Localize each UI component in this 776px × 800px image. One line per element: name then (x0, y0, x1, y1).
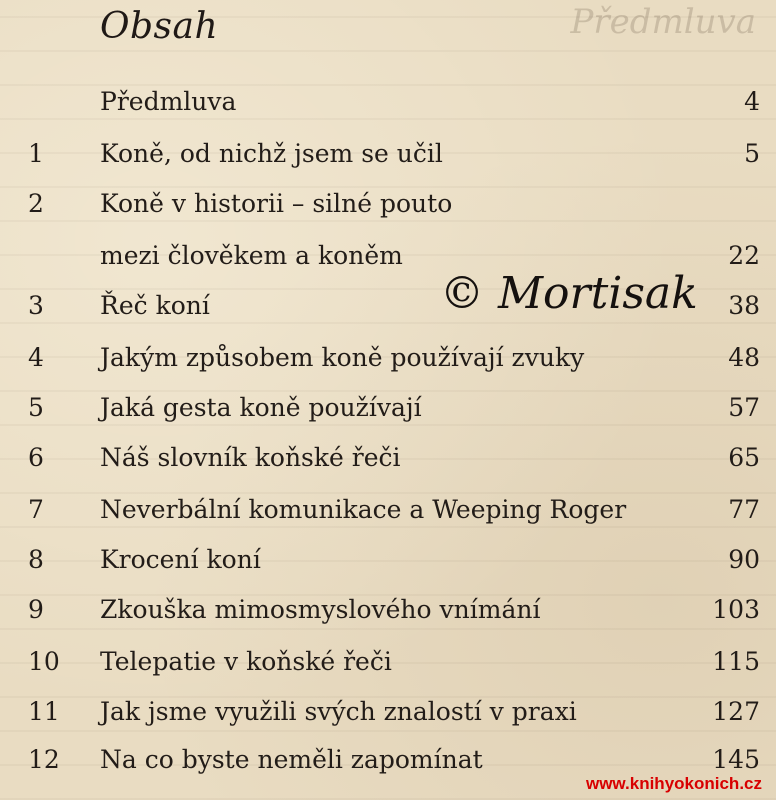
chapter-title: Koně v historii – silné pouto (100, 189, 453, 218)
page-number: 5 (744, 139, 760, 168)
page-number: 145 (712, 745, 760, 774)
chapter-title: Telepatie v koňské řeči (100, 647, 392, 676)
page-number: 48 (728, 343, 760, 372)
chapter-title: Zkouška mimosmyslového vnímání (100, 595, 541, 624)
chapter-number: 4 (28, 343, 44, 372)
chapter-title: Na co byste neměli zapomínat (100, 745, 483, 774)
chapter-title: Koně, od nichž jsem se učil (100, 139, 443, 168)
chapter-title: Náš slovník koňské řeči (100, 443, 401, 472)
chapter-number: 10 (28, 647, 60, 676)
page-number: 57 (728, 393, 760, 422)
page-number: 22 (728, 241, 760, 270)
page-number: 4 (744, 87, 760, 116)
toc-entry (0, 438, 776, 478)
chapter-title: Jak jsme využili svých znalostí v praxi (100, 697, 577, 726)
chapter-number: 6 (28, 443, 44, 472)
page-number: 38 (728, 291, 760, 320)
chapter-title: Jakým způsobem koně používají zvuky (100, 343, 585, 372)
chapter-number: 5 (28, 393, 44, 422)
page-number: 115 (712, 647, 760, 676)
chapter-title: mezi člověkem a koněm (100, 241, 403, 270)
toc-entry (0, 82, 776, 122)
chapter-title: Krocení koní (100, 545, 261, 574)
toc-entry (0, 540, 776, 580)
bleed-through-heading: Předmluva (570, 2, 756, 42)
toc-entry (0, 388, 776, 428)
chapter-number: 2 (28, 189, 44, 218)
chapter-number: 8 (28, 545, 44, 574)
chapter-number: 9 (28, 595, 44, 624)
page-number: 127 (712, 697, 760, 726)
page-number: 65 (728, 443, 760, 472)
toc-entry (0, 642, 776, 682)
toc-entry (0, 692, 776, 732)
page-number: 103 (712, 595, 760, 624)
copyright-watermark: © Mortisak (440, 268, 698, 319)
chapter-title: Řeč koní (100, 291, 210, 320)
chapter-number: 3 (28, 291, 44, 320)
page-number: 90 (728, 545, 760, 574)
toc-entry (0, 338, 776, 378)
toc-entry (0, 184, 776, 224)
chapter-number: 12 (28, 745, 60, 774)
page-number: 77 (728, 495, 760, 524)
toc-entry (0, 134, 776, 174)
page-title: Obsah (100, 6, 219, 47)
chapter-title: Předmluva (100, 87, 237, 116)
chapter-number: 11 (28, 697, 60, 726)
chapter-title: Jaká gesta koně používají (100, 393, 422, 422)
chapter-title: Neverbální komunikace a Weeping Roger (100, 495, 627, 524)
chapter-number: 7 (28, 495, 44, 524)
toc-entry (0, 590, 776, 630)
chapter-number: 1 (28, 139, 44, 168)
toc-entry (0, 490, 776, 530)
website-watermark: www.knihyokonich.cz (585, 774, 762, 793)
